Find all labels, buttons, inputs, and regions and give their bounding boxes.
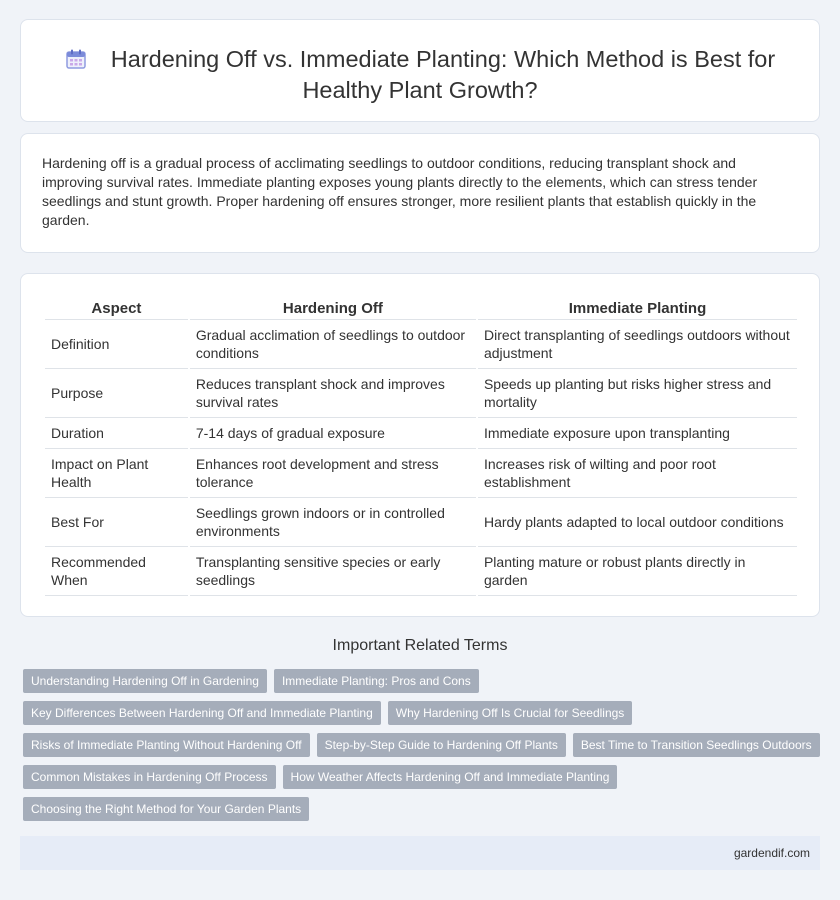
- tag-row: [23, 701, 823, 733]
- table-cell: Increases risk of wilting and poor root establishment: [478, 449, 797, 498]
- footer-site[interactable]: gardendif.com: [733, 846, 810, 860]
- table-cell: Best For: [45, 498, 188, 547]
- table-cell: Seedlings grown indoors or in controlled environments: [190, 498, 476, 547]
- header-aspect: Aspect: [45, 298, 188, 320]
- table-cell: Definition: [45, 320, 188, 369]
- table-cell: Immediate exposure upon transplanting: [478, 418, 797, 449]
- related-term-tag[interactable]: Choosing the Right Method for Your Garden Plants: [23, 797, 309, 821]
- related-terms-list: [23, 669, 823, 829]
- title-line-2: Healthy Plant Growth?: [302, 77, 538, 103]
- table-cell: Duration: [45, 418, 188, 449]
- header-hardening-off: Hardening Off: [190, 298, 476, 320]
- title-card: [20, 19, 820, 122]
- title-line-1: Hardening Off vs. Immediate Planting: Which Method is Best for: [110, 46, 776, 72]
- intro-card: [20, 133, 820, 253]
- comparison-card: [20, 273, 820, 617]
- related-term-tag[interactable]: Immediate Planting: Pros and Cons: [274, 669, 479, 693]
- table-row: [45, 449, 797, 498]
- related-term-tag[interactable]: Risks of Immediate Planting Without Hardening Off: [23, 733, 310, 757]
- related-term-tag[interactable]: Best Time to Transition Seedlings Outdoors: [573, 733, 820, 757]
- table-cell: Enhances root development and stress tolerance: [190, 449, 476, 498]
- tag-row: [23, 797, 823, 829]
- footer: [20, 836, 820, 870]
- tag-row: [23, 765, 823, 797]
- table-cell: 7-14 days of gradual exposure: [190, 418, 476, 449]
- title-wrap: [41, 44, 799, 106]
- table-cell: Reduces transplant shock and improves survival rates: [190, 369, 476, 418]
- calendar-icon: [65, 48, 87, 70]
- intro-paragraph: Hardening off is a gradual process of acclimating seedlings to outdoor conditions, reducing transplant shock and improving survival rates. Immediate planting exposes young plants directly to the elements, which can stress tender seedlings and stunt growth. Proper hardening off ensures stronger, more resilient plants that establish quickly in the garden.: [42, 155, 758, 228]
- related-term-tag[interactable]: Key Differences Between Hardening Off and Immediate Planting: [23, 701, 381, 725]
- comparison-table: [43, 298, 799, 596]
- table-cell: Purpose: [45, 369, 188, 418]
- table-cell: Direct transplanting of seedlings outdoors without adjustment: [478, 320, 797, 369]
- tag-row: [23, 669, 823, 701]
- related-term-tag[interactable]: Understanding Hardening Off in Gardening: [23, 669, 267, 693]
- table-header-row: [45, 298, 797, 320]
- table-cell: Recommended When: [45, 547, 188, 596]
- table-row: [45, 418, 797, 449]
- table-cell: Speeds up planting but risks higher stress and mortality: [478, 369, 797, 418]
- related-terms-heading: Important Related Terms: [332, 637, 508, 654]
- related-term-tag[interactable]: Common Mistakes in Hardening Off Process: [23, 765, 276, 789]
- related-term-tag[interactable]: Why Hardening Off Is Crucial for Seedlings: [388, 701, 633, 725]
- table-row: [45, 547, 797, 596]
- table-cell: Planting mature or robust plants directly in garden: [478, 547, 797, 596]
- tag-row: [23, 733, 823, 765]
- table-row: [45, 320, 797, 369]
- page-title: [41, 44, 799, 106]
- table-cell: Hardy plants adapted to local outdoor conditions: [478, 498, 797, 547]
- table-row: [45, 498, 797, 547]
- table-cell: Impact on Plant Health: [45, 449, 188, 498]
- related-term-tag[interactable]: Step-by-Step Guide to Hardening Off Plants: [317, 733, 566, 757]
- header-immediate-planting: Immediate Planting: [478, 298, 797, 320]
- table-cell: Gradual acclimation of seedlings to outdoor conditions: [190, 320, 476, 369]
- table-cell: Transplanting sensitive species or early seedlings: [190, 547, 476, 596]
- related-term-tag[interactable]: How Weather Affects Hardening Off and Immediate Planting: [283, 765, 618, 789]
- table-row: [45, 369, 797, 418]
